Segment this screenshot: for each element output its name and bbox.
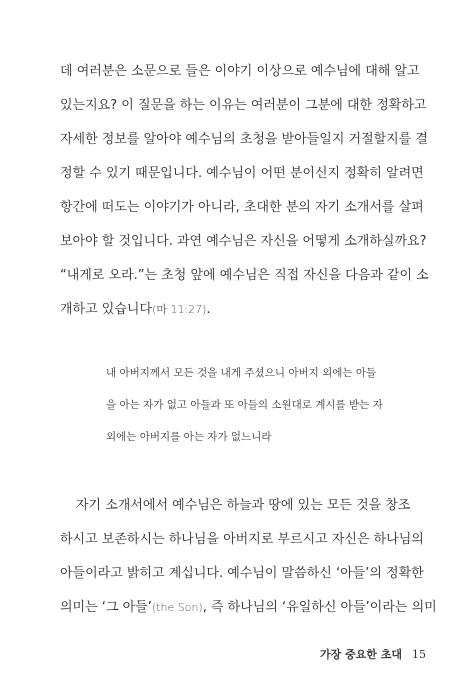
page-footer [320,646,426,662]
paragraph-text: , 즉 하나님의 ‘유일하신 아들’이라는 의미 [202,600,437,615]
running-title: 가장 중요한 초대 [319,648,402,661]
paragraph-line: 데 여러분은 소문으로 들은 이야기 이상으로 예수님에 대해 알고 [60,64,420,79]
paragraph-line: 항간에 떠도는 이야기가 아니라, 초대한 분의 자기 소개서를 살펴 [60,200,424,215]
paragraph-text: . [206,302,211,317]
paragraph-line: 있는지요? 이 질문을 하는 이유는 여러분이 그분에 대한 정확하고 [60,98,427,113]
page-number: 15 [412,648,426,661]
paragraph-line [60,301,420,319]
scripture-reference: (마 11:27) [152,303,207,316]
paragraph-text: 개하고 있습니다 [60,302,153,317]
quote-line: 을 아는 자가 없고 아들과 또 아들의 소원대로 계시를 받는 자 [106,399,383,411]
paragraph-line [60,599,437,617]
paragraph-line: 보아야 할 것입니다. 과연 예수님은 자신을 어떻게 소개하실까요? [60,234,427,249]
paragraph-line: 자기 소개서에서 예수님은 하늘과 땅에 있는 모든 것을 창조 [76,498,411,513]
paragraph-text: 의미는 ‘그 아들’ [60,600,152,615]
paragraph-line: 정할 수 있기 때문입니다. 예수님이 어떤 분이신지 정확히 알려면 [60,166,424,181]
quote-line: 내 아버지께서 모든 것을 내게 주셨으니 아버지 외에는 아들 [106,367,377,379]
paragraph-line: 아들이라고 밝히고 계십니다. 예수님이 말씀하신 ‘아들’의 정확한 [60,566,424,581]
english-term: (the Son) [151,601,203,614]
quote-line: 외에는 아버지를 아는 자가 없느니라 [106,431,272,443]
paragraph-line: 하시고 보존하시는 하나님을 아버지로 부르시고 자신은 하나님의 [60,532,424,547]
paragraph-line: 자세한 정보를 알아야 예수님의 초청을 받아들일지 거절할지를 결 [60,132,428,147]
paragraph-line: “내게로 오라.”는 초청 앞에 예수님은 직접 자신을 다음과 같이 소 [60,268,429,283]
